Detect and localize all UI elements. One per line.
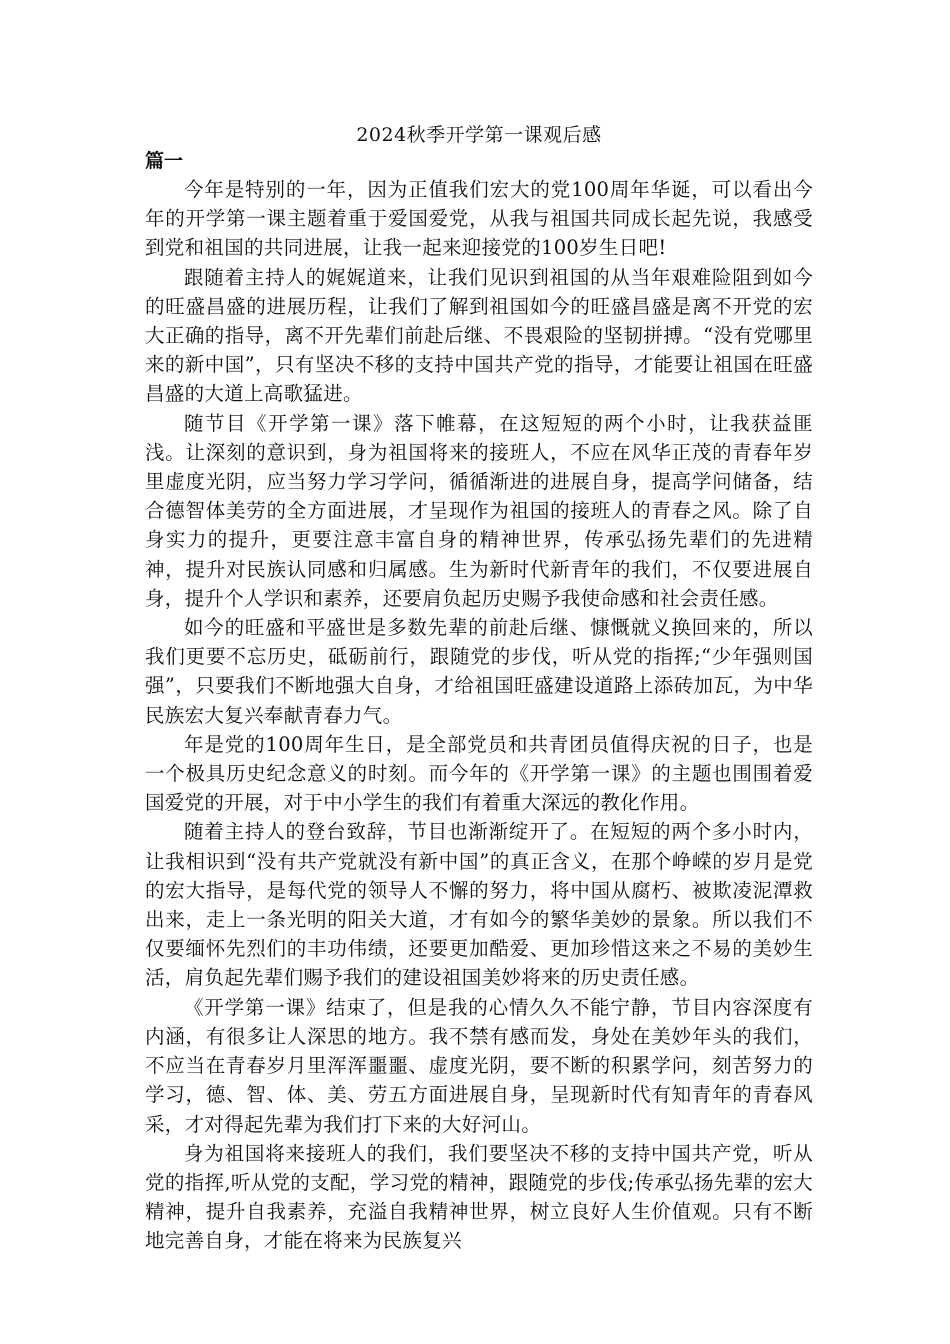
paragraph-3: 随节目《开学第一课》落下帷幕，在这短短的两个小时，让我获益匪浅。让深刻的意识到，身为祖国将来的接班人，不应在风华正茂的青春年岁里虚度光阴，应当努力学习学问，循循渐进的进展自身，提高学问储备，结合德智体美劳的全方面进展，才呈现作为祖国的接班人的青春之风。除了自身实力的提升，更要注意丰富自身的精神世界，传承弘扬先辈们的先进精神，提升对民族认同感和归属感。生为新时代新青年的我们，不仅要进展自身，提升个人学识和素养，还要肩负起历史赐予我使命感和社会责任感。 <box>145 411 813 610</box>
document-page <box>145 118 813 1256</box>
paragraph-4: 如今的旺盛和平盛世是多数先辈的前赴后继、慷慨就义换回来的，所以我们更要不忘历史，砥砺前行，跟随党的步伐，听从党的指挥;“少年强则国强”，只要我们不断地强大自身，才给祖国旺盛建设道路上添砖加瓦，为中华民族宏大复兴奉献青春力气。 <box>145 616 813 727</box>
paragraph-5: 年是党的100周年生日，是全部党员和共青团员值得庆祝的日子，也是一个极具历史纪念意义的时刻。而今年的《开学第一课》的主题也围围着爱国爱党的开展，对于中小学生的我们有着重大深远的教化作用。 <box>145 732 813 815</box>
document-title: 2024秋季开学第一课观后感 <box>356 124 602 146</box>
paragraph-2: 跟随着主持人的娓娓道来，让我们见识到祖国的从当年艰难险阻到如今的旺盛昌盛的进展历程，让我们了解到祖国如今的旺盛昌盛是离不开党的宏大正确的指导，离不开先辈们前赴后继、不畏艰险的坚韧拼搏。“没有党哪里来的新中国”，只有坚决不移的支持中国共产党的指导，才能要让祖国在旺盛昌盛的大道上高歌猛进。 <box>145 265 813 406</box>
paragraph-6: 随着主持人的登台致辞，节目也渐渐绽开了。在短短的两个多小时内，让我相识到“没有共产党就没有新中国”的真正含义，在那个峥嵘的岁月是党的宏大指导，是每代党的领导人不懈的努力，将中国从腐朽、被欺凌泥潭救出来，走上一条光明的阳关大道，才有如今的繁华美妙的景象。所以我们不仅要缅怀先烈们的丰功伟绩，还要更加酷爱、更加珍惜这来之不易的美妙生活，肩负起先辈们赐予我们的建设祖国美妙将来的历史责任感。 <box>145 820 813 990</box>
section-heading: 篇一 <box>145 150 184 172</box>
paragraph-1: 今年是特别的一年，因为正值我们宏大的党100周年华诞，可以看出今年的开学第一课主题着重于爱国爱党，从我与祖国共同成长起先说，我感受到党和祖国的共同进展，让我一起来迎接党的100岁生日吧! <box>145 178 813 260</box>
paragraph-8: 身为祖国将来接班人的我们，我们要坚决不移的支持中国共产党，听从党的指挥,听从党的支配，学习党的精神，跟随党的步伐;传承弘扬先辈的宏大精神，提升自我素养，充溢自我精神世界，树立良好人生价值观。只有不断地完善自身，才能在将来为民族复兴 <box>145 1141 813 1253</box>
paragraph-7: 《开学第一课》结束了，但是我的心情久久不能宁静，节目内容深度有内涵，有很多让人深思的地方。我不禁有感而发，身处在美妙年头的我们，不应当在青春岁月里浑浑噩噩、虚度光阴，要不断的积累学问，刻苦努力的学习，德、智、体、美、劳五方面进展自身，呈现新时代有知青年的青春风采，才对得起先辈为我们打下来的大好河山。 <box>145 995 813 1136</box>
